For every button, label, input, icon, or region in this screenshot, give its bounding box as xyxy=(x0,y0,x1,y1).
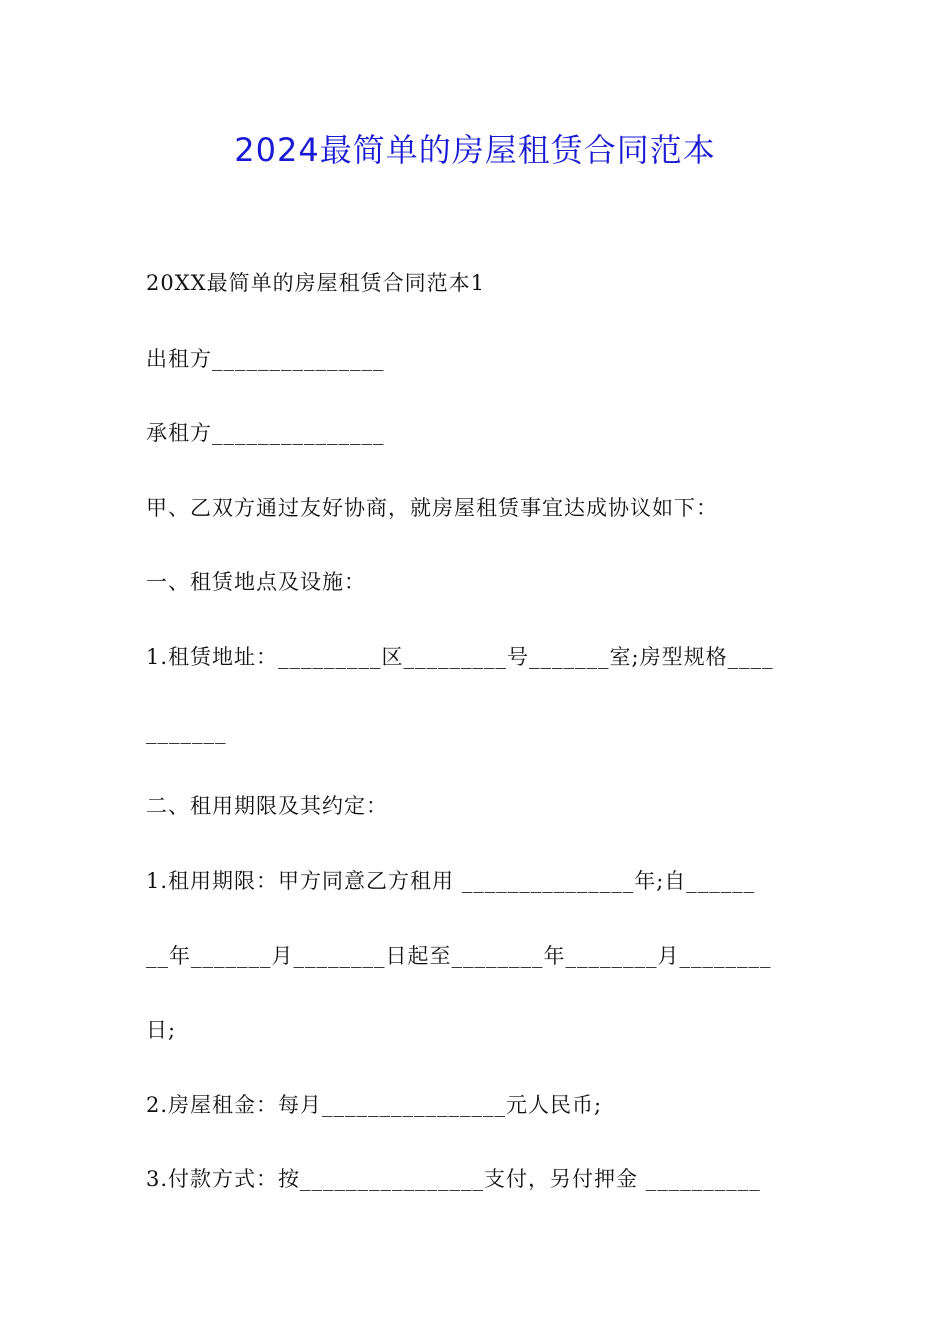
contract-heading: 20XX最简单的房屋租赁合同范本1 xyxy=(146,271,485,295)
rental-address-line-cont: _______ xyxy=(146,720,227,744)
agreement-intro: 甲、乙双方通过友好协商，就房屋租赁事宜达成协议如下： xyxy=(146,496,718,520)
rental-term-line-cont: __年_______月________日起至________年________月________ xyxy=(146,944,772,968)
payment-method-line: 3.付款方式：按________________支付，另付押金 __________ xyxy=(146,1167,761,1191)
section-two-heading: 二、租用期限及其约定： xyxy=(146,794,388,818)
lessee-line: 承租方_______________ xyxy=(146,421,385,445)
section-one-heading: 一、租赁地点及设施： xyxy=(146,570,366,594)
rental-address-line: 1.租赁地址：_________区_________号_______室;房型规格____ xyxy=(146,645,774,669)
document-title: 2024最简单的房屋租赁合同范本 xyxy=(234,131,716,169)
lessor-line: 出租方_______________ xyxy=(146,347,385,371)
rent-amount-line: 2.房屋租金：每月________________元人民币; xyxy=(146,1093,603,1117)
rental-term-line: 1.租用期限：甲方同意乙方租用 _______________年;自______ xyxy=(146,869,756,893)
rental-term-line-end: 日; xyxy=(146,1018,177,1042)
